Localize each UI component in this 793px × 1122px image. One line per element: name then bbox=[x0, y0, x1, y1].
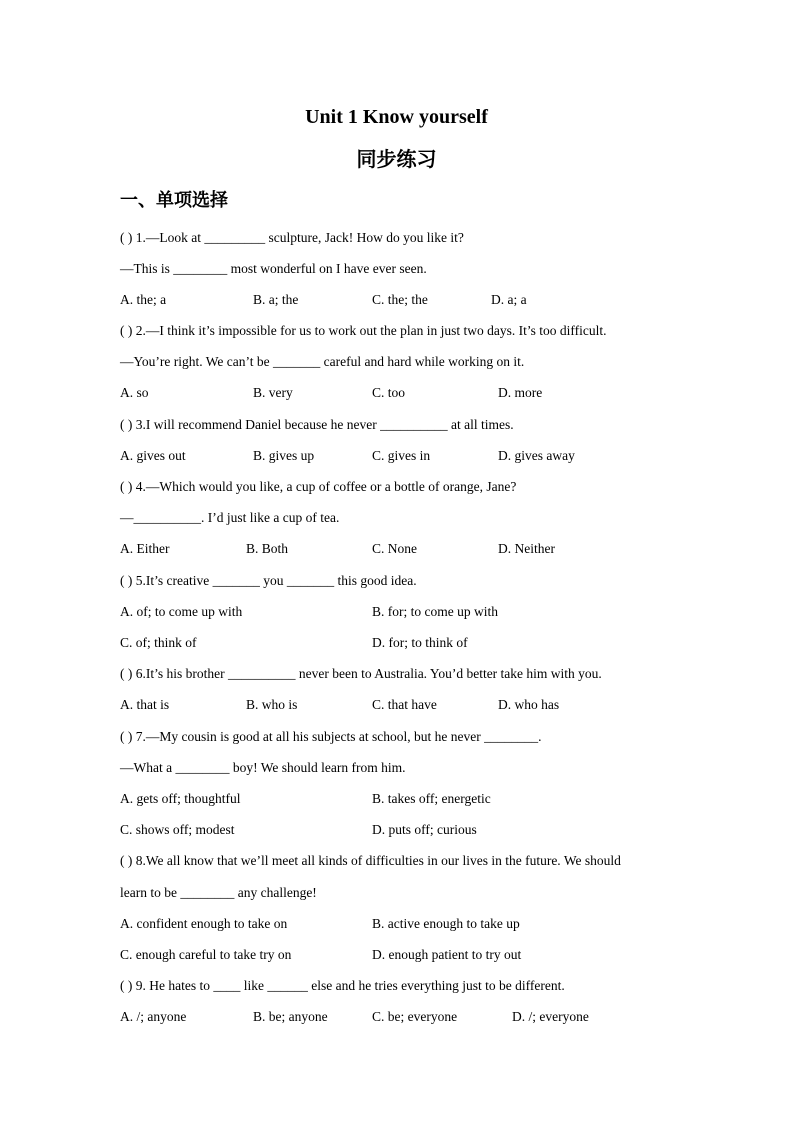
question-8-line-2: learn to be ________ any challenge! bbox=[120, 885, 317, 900]
question-8-line-1: ( ) 8.We all know that we’ll meet all kinds of difficulties in our lives in the future. We should bbox=[120, 853, 621, 868]
question-8-option-a: A. confident enough to take on bbox=[120, 916, 288, 931]
question-8-option-d: D. enough patient to try out bbox=[372, 947, 522, 962]
question-1-option-c: C. the; the bbox=[372, 292, 428, 307]
question-5-option-c: C. of; think of bbox=[120, 635, 197, 650]
question-4-option-a: A. Either bbox=[120, 541, 170, 556]
question-7-option-c: C. shows off; modest bbox=[120, 822, 235, 837]
document-subtitle: 同步练习 bbox=[356, 147, 437, 171]
question-4-option-c: C. None bbox=[372, 541, 417, 556]
question-1-option-d: D. a; a bbox=[491, 292, 527, 307]
question-1-line-1: ( ) 1.—Look at _________ sculpture, Jack! How do you like it? bbox=[120, 230, 464, 245]
question-5-option-b: B. for; to come up with bbox=[372, 604, 498, 619]
question-9-option-c: C. be; everyone bbox=[372, 1009, 458, 1024]
question-5-option-d: D. for; to think of bbox=[372, 635, 468, 650]
question-9-line-1: ( ) 9. He hates to ____ like ______ else and he tries everything just to be different. bbox=[120, 978, 565, 993]
question-5-line-1: ( ) 5.It’s creative _______ you _______ this good idea. bbox=[120, 573, 417, 588]
question-2-option-a: A. so bbox=[120, 385, 149, 400]
question-4-line-2: —__________. I’d just like a cup of tea. bbox=[120, 510, 340, 525]
document-title: Unit 1 Know yourself bbox=[305, 106, 488, 128]
question-4-option-b: B. Both bbox=[246, 541, 289, 556]
question-2-option-d: D. more bbox=[498, 385, 543, 400]
question-9-option-a: A. /; anyone bbox=[120, 1009, 187, 1024]
question-3-option-c: C. gives in bbox=[372, 448, 431, 463]
question-1-option-a: A. the; a bbox=[120, 292, 167, 307]
question-7-option-a: A. gets off; thoughtful bbox=[120, 791, 241, 806]
question-6-line-1: ( ) 6.It’s his brother __________ never been to Australia. You’d better take him with you. bbox=[120, 666, 602, 681]
question-3-option-a: A. gives out bbox=[120, 448, 186, 463]
question-9-option-d: D. /; everyone bbox=[512, 1009, 589, 1024]
question-6-option-c: C. that have bbox=[372, 697, 437, 712]
question-1-option-b: B. a; the bbox=[253, 292, 299, 307]
question-6-option-a: A. that is bbox=[120, 697, 170, 712]
question-7-option-d: D. puts off; curious bbox=[372, 822, 477, 837]
question-7-option-b: B. takes off; energetic bbox=[372, 791, 491, 806]
question-1-line-2: —This is ________ most wonderful on I have ever seen. bbox=[120, 261, 427, 276]
question-8-option-c: C. enough careful to take try on bbox=[120, 947, 292, 962]
question-2-option-c: C. too bbox=[372, 385, 406, 400]
question-9-option-b: B. be; anyone bbox=[253, 1009, 328, 1024]
question-2-option-b: B. very bbox=[253, 385, 293, 400]
question-4-line-1: ( ) 4.—Which would you like, a cup of coffee or a bottle of orange, Jane? bbox=[120, 479, 517, 494]
question-6-option-b: B. who is bbox=[246, 697, 298, 712]
question-7-line-1: ( ) 7.—My cousin is good at all his subjects at school, but he never ________. bbox=[120, 729, 542, 744]
question-2-line-1: ( ) 2.—I think it’s impossible for us to work out the plan in just two days. It’s too difficult. bbox=[120, 323, 607, 338]
question-8-option-b: B. active enough to take up bbox=[372, 916, 520, 931]
question-2-line-2: —You’re right. We can’t be _______ careful and hard while working on it. bbox=[120, 354, 525, 369]
question-3-option-d: D. gives away bbox=[498, 448, 575, 463]
question-5-option-a: A. of; to come up with bbox=[120, 604, 243, 619]
question-4-option-d: D. Neither bbox=[498, 541, 555, 556]
question-6-option-d: D. who has bbox=[498, 697, 560, 712]
question-3-line-1: ( ) 3.I will recommend Daniel because he never __________ at all times. bbox=[120, 417, 514, 432]
question-3-option-b: B. gives up bbox=[253, 448, 315, 463]
question-7-line-2: —What a ________ boy! We should learn from him. bbox=[120, 760, 406, 775]
section-heading: 一、单项选择 bbox=[120, 190, 228, 211]
